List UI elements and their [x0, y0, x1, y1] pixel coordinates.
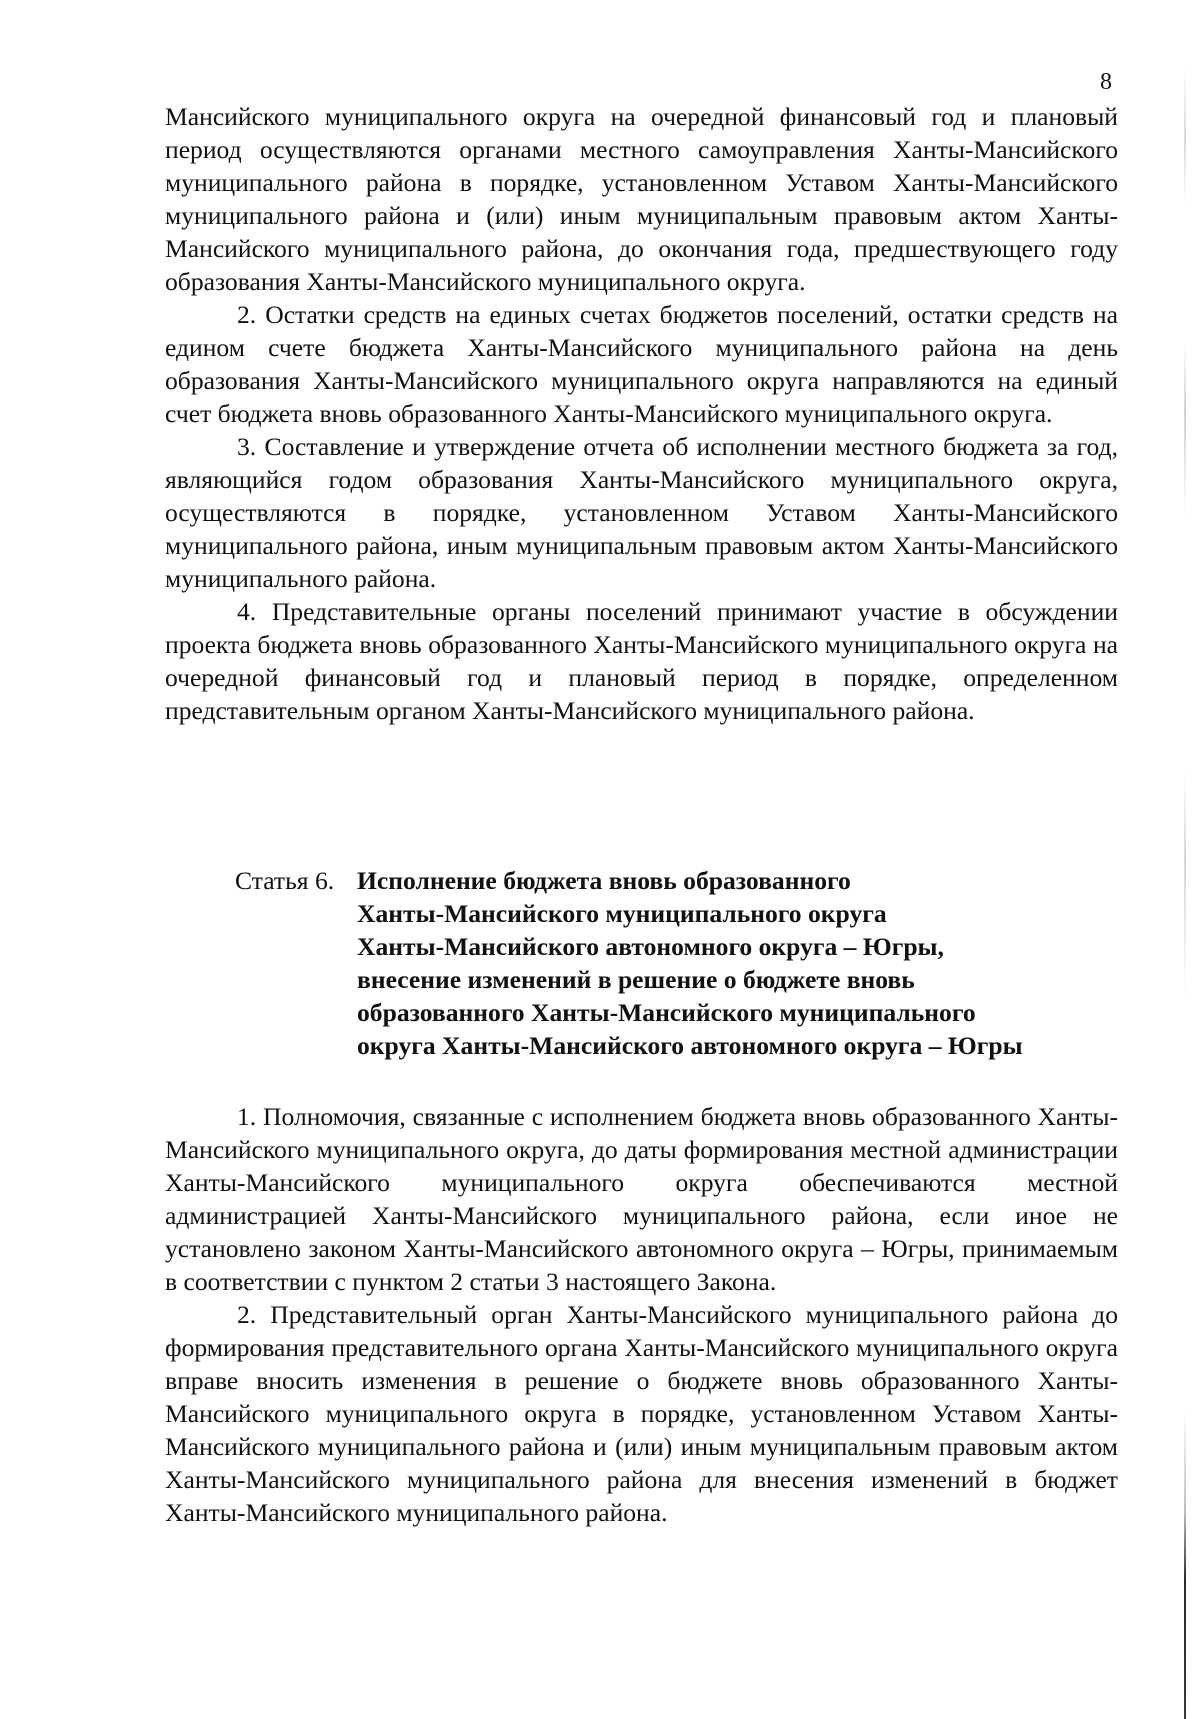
paragraph-item-4: 4. Представительные органы поселений принимают участие в обсуждении проекта бюджета вновь образованного Ханты-Мансийского муниципального округа на очередной финансовый год и плановый период в порядке, определенном представительным органом Ханты-Мансийского муниципального района. — [165, 597, 1118, 725]
article-paragraph-1: 1. Полномочия, связанные с исполнением бюджета вновь образованного Ханты-Мансийского муниципального округа, до даты формирования местной администрации Ханты-Мансийского муниципального округа обеспечиваются местной администрацией Ханты-Мансийского муниципального района, если иное не установлено законом Ханты-Мансийского автономного округа – Югры, принимаемым в соответствии с пунктом 2 статьи 3 настоящего Закона. — [165, 1102, 1118, 1296]
article-title-line: Ханты-Мансийского муниципального округа — [357, 899, 887, 928]
top-text-block — [165, 100, 1118, 727]
article-paragraph-2: 2. Представительный орган Ханты-Мансийского муниципального района до формирования представительного органа Ханты-Мансийского муниципального округа вправе вносить изменения в решение о бюджете вновь образованного Ханты-Мансийского муниципального округа в порядке, установленном Уставом Ханты-Мансийского муниципального района и (или) иным муниципальным правовым актом Ханты-Мансийского муниципального района для внесения изменений в бюджет Ханты-Мансийского муниципального района. — [165, 1300, 1118, 1527]
article-title-line: округа Ханты-Мансийского автономного округа – Югры — [357, 1031, 1023, 1060]
scan-edge-shadow — [1184, 0, 1186, 1719]
paragraph-continuation: Мансийского муниципального округа на очередной финансовый год и плановый период осуществляются органами местного самоуправления Ханты-Мансийского муниципального района в порядке, установленном Уставом Ханты-Мансийского муниципального района и (или) иным муниципальным правовым актом Ханты-Мансийского муниципального района, до окончания года, предшествующего году образования Ханты-Мансийского муниципального округа. — [165, 102, 1118, 296]
article-title-line: образованного Ханты-Мансийского муниципального — [357, 998, 976, 1027]
paragraph-item-2: 2. Остатки средств на единых счетах бюджетов поселений, остатки средств на едином счете бюджета Ханты-Мансийского муниципального района на день образования Ханты-Мансийского муниципального округа направляются на единый счет бюджета вновь образованного Ханты-Мансийского муниципального округа. — [165, 300, 1118, 428]
bottom-text-block — [165, 1100, 1118, 1529]
article-title — [357, 864, 1117, 1062]
article-title-line: Исполнение бюджета вновь образованного — [357, 866, 851, 895]
article-title-line: внесение изменений в решение о бюджете вновь — [357, 965, 915, 994]
page-number: 8 — [1100, 69, 1112, 95]
paragraph-item-3: 3. Составление и утверждение отчета об исполнении местного бюджета за год, являющийся годом образования Ханты-Мансийского муниципального округа, осуществляются в порядке, установленном Уставом Ханты-Мансийского муниципального района, иным муниципальным правовым актом Ханты-Мансийского муниципального района. — [165, 432, 1118, 593]
article-label: Статья 6. — [235, 866, 335, 895]
article-title-line: Ханты-Мансийского автономного округа – Югры, — [357, 932, 944, 961]
